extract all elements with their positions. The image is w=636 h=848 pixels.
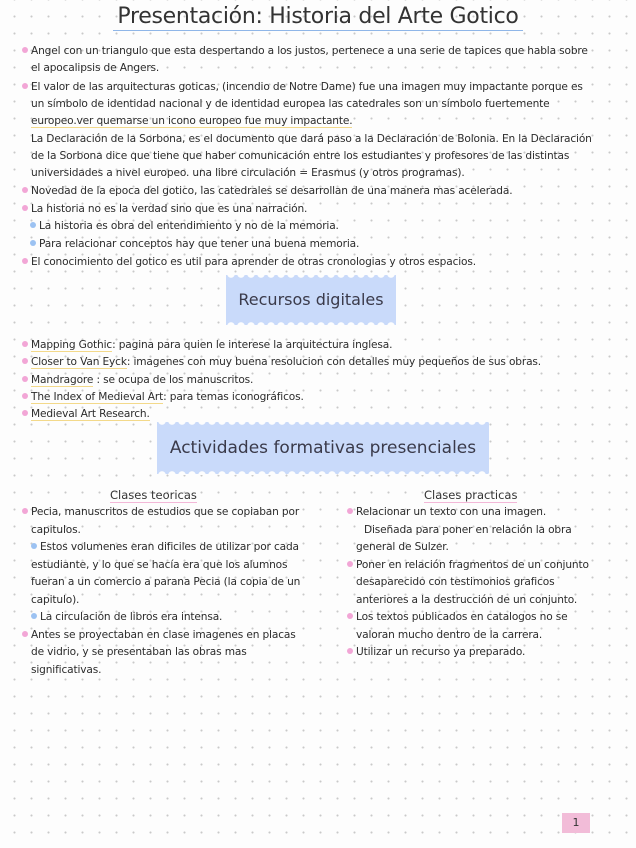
teoricas-line: La circulación de libros era intensa.	[31, 609, 222, 626]
bullet-icon	[31, 613, 37, 619]
intro-line: de la Sorbona dice que tiene que haber comunicación entre los estudiantes y profesores de las distintas	[31, 150, 570, 162]
intro-line: un símbolo de identidad nacional y de identidad europea las catedrales son un símbolo fuertemente	[31, 98, 550, 110]
resource-link[interactable]: The Index of Medieval Art	[31, 391, 164, 403]
resource-item	[22, 406, 150, 423]
bullet-icon	[30, 240, 36, 246]
actividades-banner	[157, 422, 489, 474]
intro-line: europeo.ver quemarse un icono europeo fue muy impactante.	[31, 115, 353, 127]
practicas-line: Los textos publicados en catalogos no se	[347, 609, 568, 626]
bullet-icon	[22, 341, 28, 347]
bullet-icon	[22, 376, 28, 382]
actividades-heading: Actividades formativas presenciales	[169, 438, 477, 458]
resource-link[interactable]: Medieval Art Research.	[31, 408, 150, 420]
recursos-heading: Recursos digitales	[238, 290, 384, 309]
intro-line: El conocimiento del gotico es util para aprender de otras cronologias y otros espacios.	[22, 254, 476, 271]
teoricas-line: estudiante, y lo que se hacía era que los alumnos	[31, 559, 288, 571]
intro-line: el apocalipsis de Angers.	[31, 62, 160, 74]
practicas-line: valoran mucho dentro de la carrera.	[356, 629, 543, 641]
intro-line: La Declaración de la Sorbona, es el documento que dará paso a la Declaración de Bolonia. En la Declaración	[31, 133, 592, 145]
teoricas-line: Estos volumenes eran dificiles de utilizar por cada	[31, 539, 299, 556]
teoricas-line: significativas.	[31, 664, 102, 676]
resource-item: Mandragore : se ocupa de los manuscritos.	[22, 372, 253, 389]
bullet-icon	[22, 393, 28, 399]
resource-item: Mapping Gothic: pagina para quien le interese la arquitectura inglesa.	[22, 337, 392, 354]
bullet-icon	[22, 47, 28, 53]
bullet-icon	[347, 561, 353, 567]
bullet-icon	[22, 410, 28, 416]
practicas-line: desaparecido con testimonios graficos	[356, 576, 555, 588]
teoricas-line: de vidrio, y se presentaban las obras mas	[31, 646, 247, 658]
intro-line: Angel con un triangulo que esta despertando a los justos, pertenece a una serie de tapices que habla sobre	[22, 43, 588, 60]
teoricas-line: Antes se proyectaban en clase imagenes en placas	[22, 627, 296, 644]
practicas-line: Diseñada para poner en relación la obra	[364, 524, 572, 536]
page-title: Presentación: Historia del Arte Gotico	[0, 4, 636, 29]
bullet-icon	[22, 187, 28, 193]
bullet-icon	[347, 613, 353, 619]
bullet-icon	[22, 358, 28, 364]
teoricas-line: capitulos.	[31, 524, 81, 536]
intro-line: La historia es obra del entendimiento y no de la memoria.	[30, 218, 339, 235]
intro-line: universidades a nivel europeo. una libre circulación = Erasmus (y otros programas).	[31, 167, 465, 179]
bullet-icon	[347, 648, 353, 654]
practicas-line: Poner en relación fragmentos de un conjunto	[347, 557, 589, 574]
teoricas-line: capitulo).	[31, 594, 80, 606]
bullet-icon	[22, 258, 28, 264]
bullet-icon	[30, 222, 36, 228]
recursos-banner	[226, 275, 396, 325]
intro-line: Para relacionar conceptos hay que tener una buena memoria.	[30, 236, 359, 253]
bullet-icon	[22, 83, 28, 89]
teoricas-line: fueran a un comercio a parana Pecia (la copia de un	[31, 576, 301, 588]
resource-item: Closer to Van Eyck: imagenes con muy buena resolucion con detalles muy pequeños de sus obras.	[22, 354, 541, 371]
practicas-line: Utilizar un recurso ya preparado.	[347, 644, 525, 661]
page-number: 1	[562, 813, 590, 833]
intro-line: El valor de las arquitecturas goticas, (incendio de Notre Dame) fue una imagen muy impactante porque es	[22, 79, 583, 96]
resource-link[interactable]: Closer to Van Eyck	[31, 356, 127, 368]
bullet-icon	[22, 508, 28, 514]
teoricas-heading: Clases teoricas	[110, 488, 197, 502]
bullet-icon	[347, 508, 353, 514]
bullet-icon	[22, 631, 28, 637]
teoricas-line: Pecia, manuscritos de estudios que se copiaban por	[22, 504, 299, 521]
bullet-icon	[22, 205, 28, 211]
practicas-line: anteriores a la destrucción de un conjunto.	[356, 594, 578, 606]
practicas-line: general de Sulzer.	[356, 541, 449, 553]
bullet-icon	[31, 543, 37, 549]
resource-link[interactable]: Mapping Gothic	[31, 339, 113, 351]
intro-line: La historia no es la verdad sino que es una narración.	[22, 201, 307, 218]
practicas-line: Relacionar un texto con una imagen.	[347, 504, 546, 521]
practicas-heading: Clases practicas	[424, 488, 518, 502]
resource-item: The Index of Medieval Art: para temas iconográficos.	[22, 389, 304, 406]
intro-line: Novedad de la epoca del gotico, las catedrales se desarrollan de una manera mas acelerada.	[22, 183, 512, 200]
resource-link[interactable]: Mandragore	[31, 374, 94, 386]
